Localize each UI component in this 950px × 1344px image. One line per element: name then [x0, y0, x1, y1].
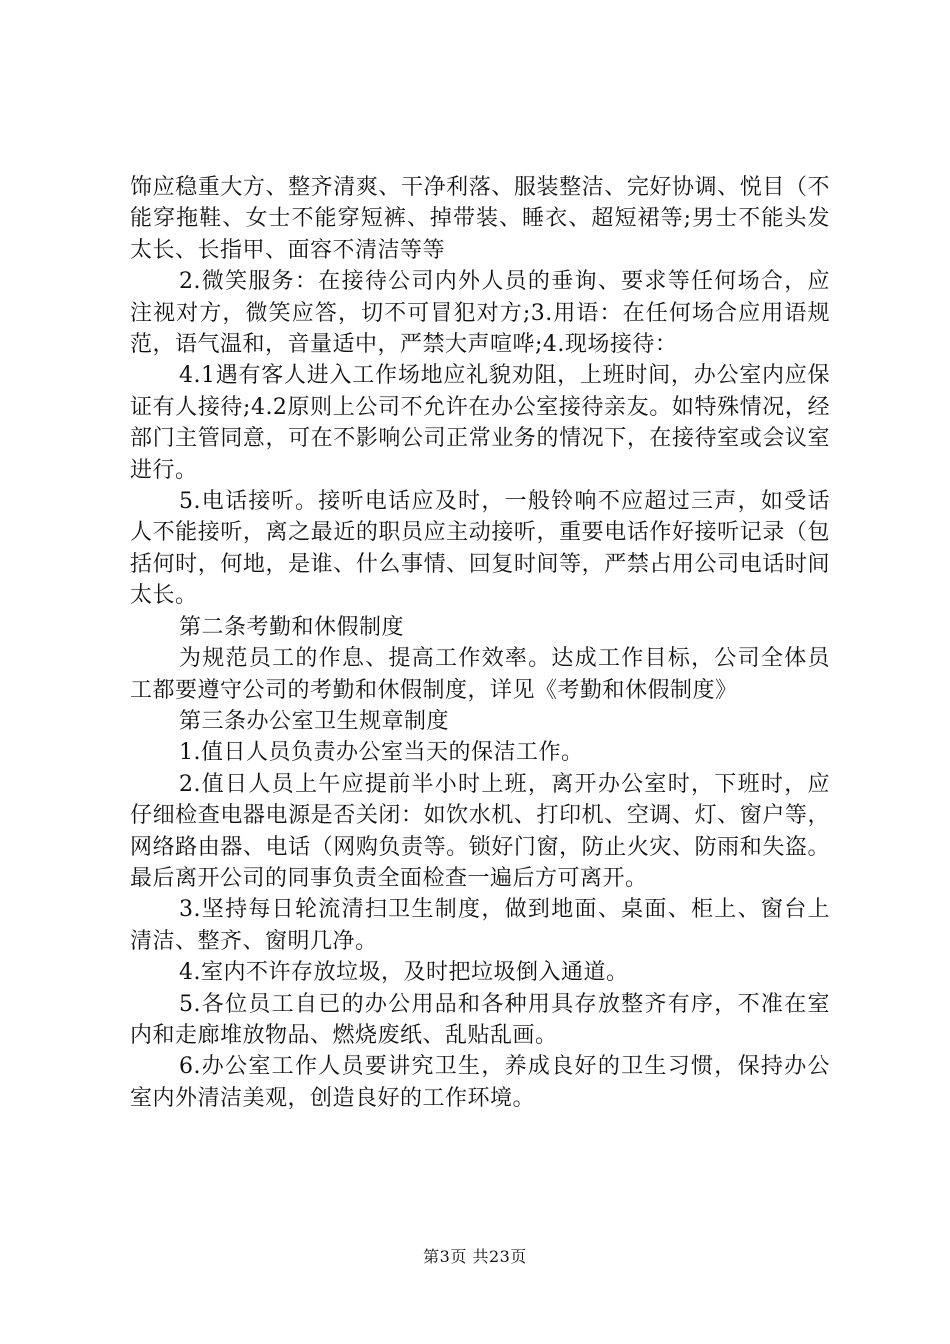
- document-body: [130, 172, 830, 1114]
- paragraph-attendance: 为规范员工的作息、提高工作效率。达成工作目标，公司全体员工都要遵守公司的考勤和休假制度，详见《考勤和休假制度》: [130, 646, 830, 703]
- section-heading-attendance: 第二条考勤和休假制度: [179, 614, 405, 640]
- list-item-hygiene-5: 5.各位员工自已的办公用品和各种用具存放整齐有序，不准在室内和走廊堆放物品、燃烧废纸、乱贴乱画。: [130, 991, 830, 1048]
- paragraph-phone: 5.电话接听。接听电话应及时，一般铃响不应超过三声，如受话人不能接听，离之最近的职员应主动接听，重要电话作好接听记录（包括何时，何地，是谁、什么事情、回复时间等，严禁占用公司电话时间太长。: [130, 489, 830, 609]
- list-item-hygiene-6: 6.办公室工作人员要讲究卫生，养成良好的卫生习惯，保持办公室内外清洁美观，创造良好的工作环境。: [130, 1054, 830, 1111]
- paragraph-dress-code: 饰应稳重大方、整齐清爽、干净利落、服装整洁、完好协调、悦目（不能穿拖鞋、女士不能穿短裤、掉带装、睡衣、超短裙等;男士不能头发太长、长指甲、面容不清洁等等: [130, 175, 830, 263]
- list-item-hygiene-2: 2.值日人员上午应提前半小时上班，离开办公室时，下班时，应仔细检查电器电源是否关闭：如饮水机、打印机、空调、灯、窗户等，网络路由器、电话（网购负责等。锁好门窗，防止火灾、防雨和失盗。最后离开公司的同事负责全面检查一遍后方可离开。: [130, 771, 830, 891]
- paragraph-reception: 4.1遇有客人进入工作场地应礼貌劝阻，上班时间，办公室内应保证有人接待;4.2原则上公司不允许在办公室接待亲友。如特殊情况，经部门主管同意，可在不影响公司正常业务的情况下，在接待室或会议室进行。: [130, 363, 830, 483]
- paragraph-smile-service: 2.微笑服务：在接待公司内外人员的垂询、要求等任何场合，应注视对方，微笑应答，切不可冒犯对方;3.用语：在任何场合应用语规范，语气温和，音量适中，严禁大声喧哗;4.现场接待：: [130, 269, 830, 358]
- page-number: 第3页 共23页: [423, 1247, 527, 1266]
- list-item-hygiene-3: 3.坚持每日轮流清扫卫生制度，做到地面、桌面、柜上、窗台上清洁、整齐、窗明几净。: [130, 897, 830, 954]
- list-item-hygiene-1: 1.值日人员负责办公室当天的保洁工作。: [179, 740, 584, 766]
- list-item-hygiene-4: 4.室内不许存放垃圾，及时把垃圾倒入通道。: [179, 960, 629, 986]
- section-heading-hygiene: 第三条办公室卫生规章制度: [179, 708, 450, 734]
